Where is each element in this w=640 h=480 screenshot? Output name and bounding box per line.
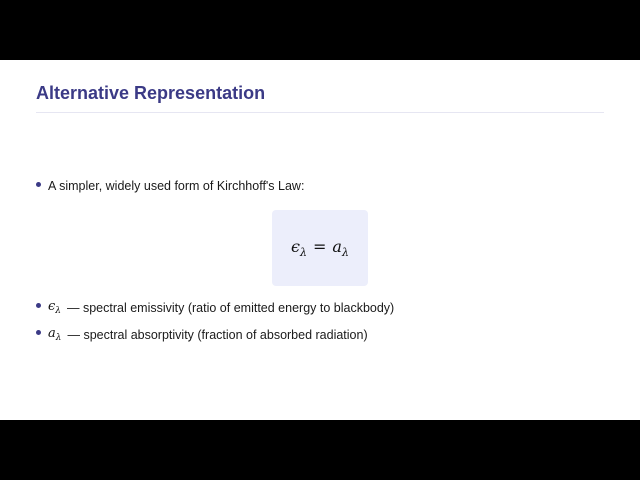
equation-box bbox=[272, 210, 368, 286]
definition-absorptivity bbox=[36, 326, 368, 343]
absorptivity-symbol bbox=[48, 326, 61, 343]
slide bbox=[0, 60, 640, 420]
slide-title: Alternative Representation bbox=[36, 83, 266, 103]
bullet-intro bbox=[36, 179, 304, 193]
equation-rhs-subscript: λ bbox=[341, 246, 349, 259]
letterbox-top bbox=[0, 0, 640, 60]
bullet-dot-icon bbox=[36, 330, 41, 335]
bullet-dot-icon bbox=[36, 303, 41, 308]
bullet-intro-text: A simpler, widely used form of Kirchhoff's Law: bbox=[48, 179, 305, 193]
bullet-dot-icon bbox=[36, 182, 41, 187]
title-divider bbox=[36, 112, 604, 113]
equation-operator: = bbox=[313, 237, 327, 256]
absorptivity-symbol-subscript: λ bbox=[55, 333, 62, 343]
equation-rhs-symbol: a bbox=[332, 237, 342, 256]
kirchhoff-equation bbox=[291, 237, 349, 259]
equation-lhs-symbol: ϵ bbox=[291, 237, 301, 256]
emissivity-text: — spectral emissivity (ratio of emitted energy to blackbody) bbox=[67, 300, 395, 315]
emissivity-symbol-base: ϵ bbox=[48, 299, 56, 314]
absorptivity-symbol-base: a bbox=[48, 326, 56, 341]
emissivity-symbol-subscript: λ bbox=[55, 306, 61, 316]
emissivity-symbol bbox=[48, 299, 61, 316]
letterbox-bottom bbox=[0, 420, 640, 480]
definition-emissivity bbox=[36, 299, 394, 316]
equation-lhs-subscript: λ bbox=[300, 246, 307, 259]
absorptivity-text: — spectral absorptivity (fraction of absorbed radiation) bbox=[67, 327, 368, 342]
